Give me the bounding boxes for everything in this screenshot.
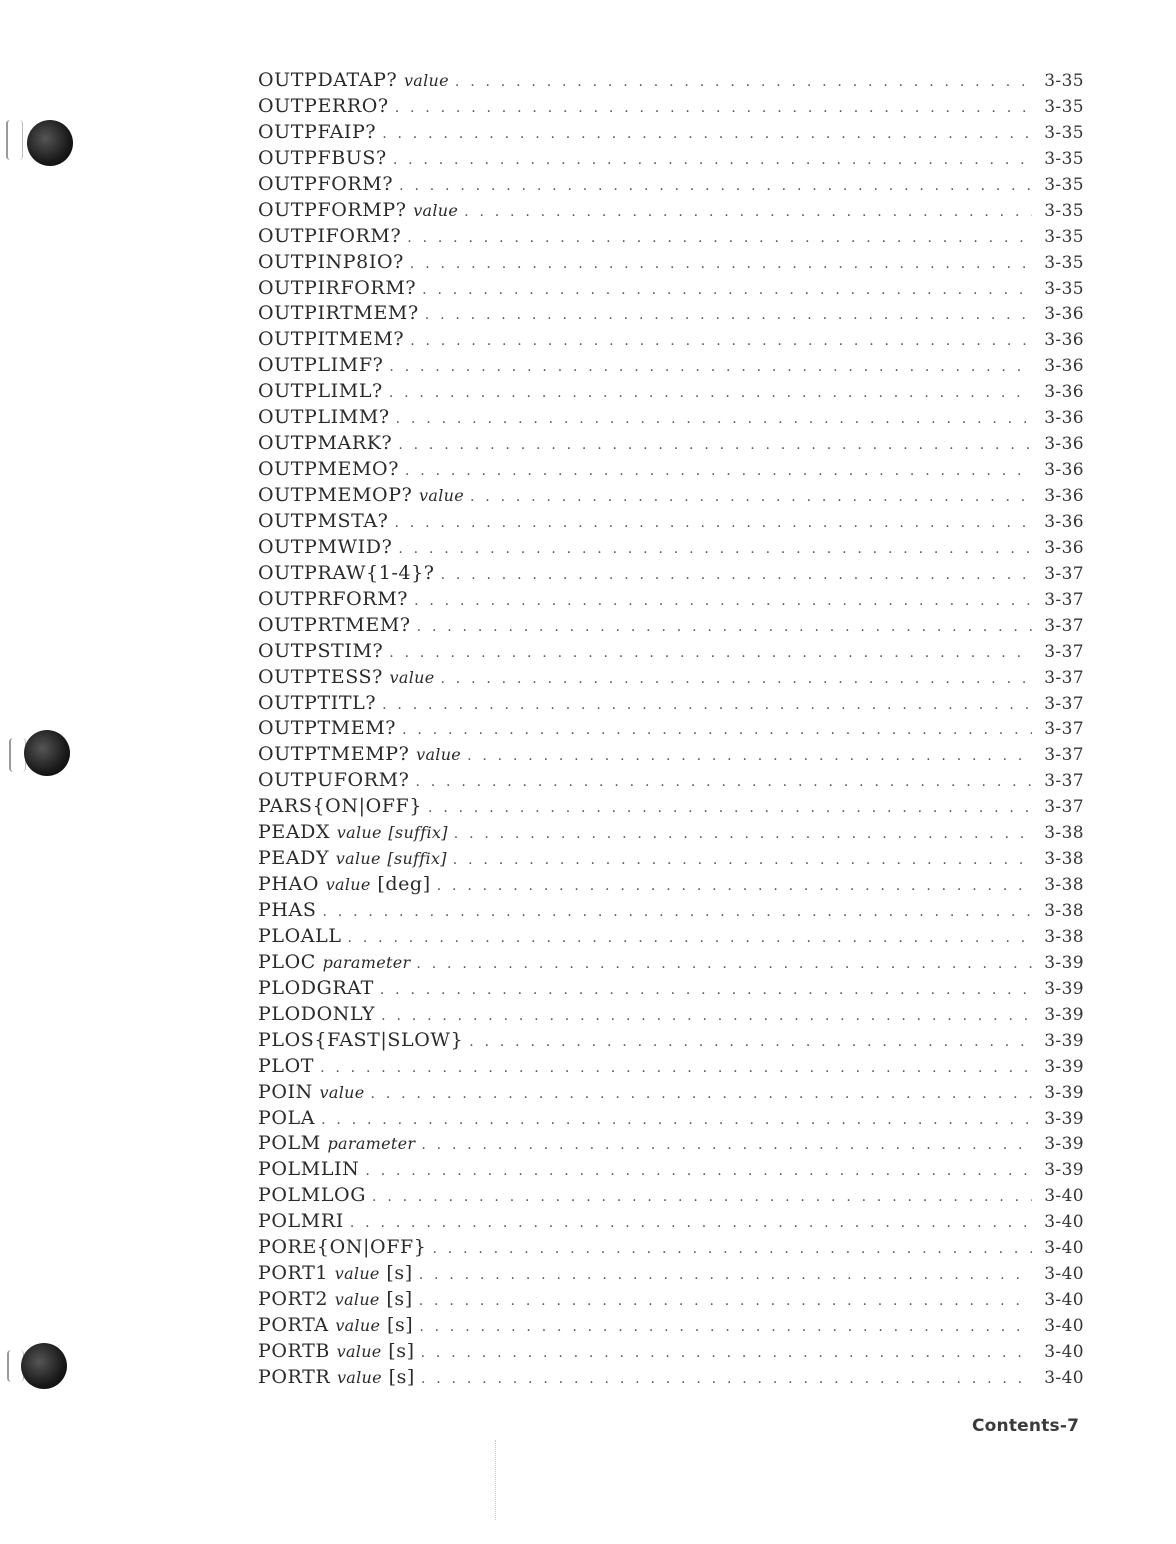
toc-entry	[258, 1261, 1084, 1287]
command-suffix: [suffix]	[387, 849, 447, 869]
command-keyword: OUTPRFORM?	[258, 587, 409, 610]
toc-entry	[258, 1002, 1084, 1028]
toc-entry	[258, 561, 1084, 587]
command-argument: value	[334, 1290, 380, 1310]
command-argument: value	[325, 875, 371, 895]
page-number: 3-39	[1044, 1160, 1084, 1181]
command-suffix: [deg]	[377, 873, 431, 896]
dot-leader	[350, 1211, 1032, 1237]
dot-leader	[396, 407, 1032, 433]
toc-entry	[258, 1131, 1084, 1157]
page-number: 3-35	[1044, 71, 1084, 91]
command-name	[258, 301, 425, 327]
command-argument: value	[335, 849, 381, 869]
command-argument: value	[416, 745, 462, 765]
command-keyword: OUTPUFORM?	[258, 769, 410, 792]
dot-leader	[432, 1237, 1032, 1263]
dot-leader	[417, 615, 1032, 641]
toc-entry	[258, 431, 1084, 457]
page-number: 3-35	[1044, 252, 1084, 273]
command-name	[258, 535, 398, 561]
toc-entry	[258, 924, 1084, 950]
dot-leader	[419, 1289, 1032, 1315]
command-keyword: OUTPLIMM?	[258, 406, 390, 429]
dot-leader	[454, 822, 1032, 848]
page-number: 3-39	[1044, 1108, 1084, 1129]
toc-entry	[258, 716, 1084, 742]
command-name	[258, 1106, 321, 1132]
page-number: 3-35	[1044, 148, 1084, 169]
command-name	[258, 483, 470, 509]
dot-leader	[389, 381, 1032, 407]
command-name	[258, 379, 389, 405]
dot-leader	[402, 718, 1032, 744]
dot-leader	[399, 174, 1032, 200]
command-argument: value	[419, 486, 464, 505]
page-number: 3-39	[1044, 1134, 1084, 1155]
command-keyword: PEADY	[258, 847, 330, 870]
command-name	[258, 1028, 469, 1054]
toc-entry	[258, 301, 1084, 327]
dot-leader	[348, 926, 1032, 952]
command-keyword: OUTPFAIP?	[258, 120, 377, 143]
command-name	[258, 224, 407, 250]
command-name	[258, 665, 440, 691]
command-keyword: OUTPTMEMP?	[258, 743, 410, 766]
command-argument: value	[389, 667, 435, 687]
command-name	[258, 613, 417, 639]
command-name	[258, 431, 398, 457]
dot-leader	[419, 1315, 1032, 1341]
toc-entry	[258, 742, 1084, 768]
command-name	[258, 250, 410, 276]
page-number: 3-40	[1044, 1290, 1084, 1311]
toc-entry	[258, 872, 1084, 898]
binder-hole	[27, 120, 73, 166]
command-argument: value	[413, 200, 459, 220]
command-name	[258, 820, 454, 846]
toc-entry	[258, 353, 1084, 379]
page-number: 3-38	[1044, 901, 1084, 921]
command-name	[258, 587, 414, 613]
command-name	[258, 846, 453, 872]
command-name	[258, 691, 382, 717]
page-number: 3-40	[1044, 1212, 1084, 1233]
toc-entry	[258, 846, 1084, 872]
command-keyword: POLMLOG	[258, 1184, 367, 1207]
command-suffix: [s]	[386, 1314, 414, 1336]
toc-entry	[258, 820, 1084, 846]
command-keyword: PLOALL	[258, 924, 342, 947]
dot-leader	[382, 693, 1032, 719]
command-argument: parameter	[327, 1134, 416, 1154]
dot-leader	[410, 329, 1032, 355]
command-argument: value	[335, 1316, 381, 1335]
page-number: 3-40	[1044, 1367, 1084, 1388]
command-keyword: OUTPFBUS?	[258, 146, 387, 169]
page-number: 3-39	[1044, 952, 1084, 973]
toc-entry	[258, 120, 1084, 146]
page-number: 3-36	[1044, 330, 1084, 351]
command-keyword: OUTPTITL?	[258, 691, 377, 714]
page-number: 3-36	[1044, 460, 1084, 481]
page-number: 3-38	[1044, 823, 1084, 844]
dot-leader	[382, 122, 1032, 148]
page-number: 3-36	[1044, 304, 1084, 325]
page-number: 3-36	[1044, 511, 1084, 532]
command-keyword: PEADX	[258, 821, 331, 844]
command-keyword: OUTPLIML?	[258, 380, 383, 403]
page-number: 3-37	[1044, 693, 1084, 714]
binder-hole	[24, 730, 70, 776]
command-keyword: PLOC	[258, 950, 316, 973]
command-suffix: [s]	[388, 1365, 415, 1388]
dot-leader	[320, 1056, 1032, 1082]
dot-leader	[419, 1263, 1032, 1289]
toc-entry	[258, 950, 1084, 976]
toc-entry	[258, 1028, 1084, 1054]
dot-leader	[422, 278, 1032, 304]
command-keyword: OUTPMEMOP?	[258, 484, 413, 506]
dot-leader	[372, 1185, 1032, 1211]
command-keyword: OUTPTMEM?	[258, 717, 397, 740]
dot-leader	[470, 485, 1032, 511]
page-number: 3-37	[1044, 797, 1084, 818]
command-name	[258, 1080, 371, 1106]
page-number: 3-35	[1044, 96, 1084, 117]
toc-entry	[258, 327, 1084, 353]
command-keyword: PHAO	[258, 873, 320, 896]
dot-leader	[415, 770, 1032, 796]
dot-leader	[437, 874, 1032, 900]
page-number: 3-40	[1044, 1186, 1084, 1207]
page-number: 3-38	[1044, 849, 1084, 870]
page-number: 3-39	[1044, 1004, 1084, 1025]
dot-leader	[441, 563, 1032, 589]
command-name	[258, 353, 389, 379]
toc-entry	[258, 665, 1084, 691]
command-keyword: POLMLIN	[258, 1158, 360, 1181]
dot-leader	[416, 952, 1032, 978]
command-keyword: OUTPIRTMEM?	[258, 302, 419, 325]
toc-entry	[258, 794, 1084, 820]
command-keyword: POLM	[258, 1132, 321, 1155]
dot-leader	[428, 796, 1032, 822]
dot-leader	[398, 537, 1032, 563]
command-name	[258, 1131, 421, 1157]
command-name	[258, 1235, 432, 1261]
dot-leader	[453, 848, 1032, 874]
toc-entry	[258, 276, 1084, 302]
toc-entry	[258, 898, 1084, 924]
command-name	[258, 561, 441, 587]
command-name	[258, 1287, 419, 1313]
toc-entry	[258, 1183, 1084, 1209]
toc-entry	[258, 94, 1084, 120]
command-keyword: PORT1	[258, 1262, 329, 1285]
command-keyword: PLODONLY	[258, 1002, 376, 1025]
dot-leader	[405, 459, 1032, 485]
command-name	[258, 1183, 372, 1209]
command-keyword: PORT2	[258, 1288, 329, 1311]
command-name	[258, 1209, 350, 1235]
command-keyword: OUTPMARK?	[258, 432, 393, 455]
page-number: 3-35	[1044, 122, 1084, 143]
binder-hole-shadow	[6, 120, 23, 160]
command-name	[258, 457, 405, 483]
command-keyword: OUTPINP8IO?	[258, 250, 404, 273]
page-number: 3-35	[1044, 278, 1084, 299]
page-number: 3-37	[1044, 667, 1084, 688]
command-keyword: PORTR	[258, 1365, 331, 1388]
toc-entry	[258, 172, 1084, 198]
toc-entry	[258, 1080, 1084, 1106]
toc-entry	[258, 250, 1084, 276]
toc-entry	[258, 68, 1084, 94]
dot-leader	[410, 252, 1032, 278]
page-footer: Contents-7	[972, 1416, 1080, 1436]
command-name	[258, 768, 415, 794]
toc-entry	[258, 146, 1084, 172]
page-number: 3-36	[1044, 537, 1084, 558]
command-keyword: OUTPIRFORM?	[258, 276, 417, 299]
toc-entry	[258, 613, 1084, 639]
toc-entry	[258, 1287, 1084, 1313]
dot-leader	[389, 355, 1032, 381]
command-name	[258, 794, 428, 820]
toc-entry	[258, 1157, 1084, 1183]
command-name	[258, 1261, 419, 1287]
command-name	[258, 1339, 421, 1365]
dot-leader	[464, 200, 1032, 226]
command-keyword: OUTPMWID?	[258, 535, 393, 558]
command-argument: parameter	[322, 952, 411, 972]
command-suffix: [s]	[388, 1339, 415, 1362]
dot-leader	[371, 1082, 1032, 1108]
command-name	[258, 1002, 381, 1028]
dot-leader	[381, 1004, 1032, 1030]
page-number: 3-35	[1044, 174, 1084, 195]
toc-entry	[258, 1313, 1084, 1339]
toc-entry	[258, 1209, 1084, 1235]
command-name	[258, 94, 395, 120]
dot-leader	[421, 1133, 1032, 1159]
page-number: 3-37	[1044, 771, 1084, 792]
dot-leader	[414, 589, 1032, 615]
command-name	[258, 924, 348, 950]
dot-leader	[407, 226, 1032, 252]
toc-entry	[258, 405, 1084, 431]
command-name	[258, 1054, 320, 1080]
command-name	[258, 327, 410, 353]
command-argument: value	[403, 71, 449, 90]
command-keyword: OUTPMSTA?	[258, 509, 389, 532]
command-name	[258, 872, 437, 898]
page-number: 3-36	[1044, 356, 1084, 377]
command-name	[258, 742, 467, 768]
command-name	[258, 68, 455, 94]
dot-leader	[394, 511, 1032, 537]
page-number: 3-40	[1044, 1264, 1084, 1285]
page-number: 3-39	[1044, 1082, 1084, 1103]
dot-leader	[440, 667, 1032, 693]
command-keyword: POLMRI	[258, 1210, 344, 1233]
command-keyword: OUTPRTMEM?	[258, 613, 411, 636]
command-name	[258, 1365, 421, 1391]
dot-leader	[380, 978, 1032, 1004]
toc-entry	[258, 457, 1084, 483]
command-keyword: OUTPDATAP?	[258, 69, 398, 91]
page-number: 3-35	[1044, 226, 1084, 247]
toc-entry	[258, 691, 1084, 717]
command-suffix: [s]	[386, 1262, 413, 1285]
page-number: 3-36	[1044, 382, 1084, 403]
toc-entry	[258, 976, 1084, 1002]
dot-leader	[421, 1341, 1032, 1367]
command-keyword: PARS{ON|OFF}	[258, 795, 423, 818]
command-name	[258, 976, 380, 1002]
command-name	[258, 509, 394, 535]
command-name	[258, 950, 416, 976]
dot-leader	[393, 148, 1032, 174]
toc-entry	[258, 1339, 1084, 1365]
page-number: 3-36	[1044, 486, 1084, 506]
command-name	[258, 1157, 365, 1183]
dot-leader	[455, 70, 1032, 96]
toc-entry	[258, 768, 1084, 794]
command-name	[258, 172, 399, 198]
command-keyword: PLODGRAT	[258, 976, 374, 999]
command-argument: value	[334, 1264, 380, 1284]
command-keyword: PHAS	[258, 899, 317, 921]
command-keyword: PORTA	[258, 1314, 329, 1336]
command-argument: value	[336, 1341, 382, 1361]
command-name	[258, 639, 389, 665]
command-keyword: OUTPLIMF?	[258, 354, 384, 377]
page-number: 3-39	[1044, 1056, 1084, 1077]
command-keyword: PLOS{FAST|SLOW}	[258, 1028, 464, 1051]
toc-entry	[258, 1235, 1084, 1261]
dot-leader	[421, 1367, 1032, 1393]
command-name	[258, 146, 393, 172]
command-name	[258, 405, 396, 431]
command-keyword: OUTPIFORM?	[258, 224, 402, 247]
dot-leader	[469, 1030, 1032, 1056]
command-argument: value	[319, 1082, 365, 1102]
page-number: 3-37	[1044, 563, 1084, 584]
toc-entry	[258, 1054, 1084, 1080]
command-name	[258, 120, 382, 146]
command-keyword: OUTPRAW{1-4}?	[258, 561, 435, 584]
page-number: 3-36	[1044, 408, 1084, 429]
dot-leader	[365, 1159, 1032, 1185]
command-keyword: POIN	[258, 1080, 313, 1103]
page-number: 3-39	[1044, 1030, 1084, 1051]
command-suffix: [s]	[386, 1288, 413, 1311]
toc-entry	[258, 509, 1084, 535]
dot-leader	[321, 1108, 1032, 1134]
command-name	[258, 198, 464, 224]
dot-leader	[323, 900, 1033, 926]
page-number: 3-35	[1044, 200, 1084, 221]
toc-entry	[258, 198, 1084, 224]
page-number: 3-39	[1044, 978, 1084, 999]
command-keyword: OUTPFORM?	[258, 172, 394, 195]
page-number: 3-40	[1044, 1316, 1084, 1336]
page-number: 3-38	[1044, 926, 1084, 947]
command-keyword: OUTPERRO?	[258, 94, 389, 117]
page-number: 3-38	[1044, 875, 1084, 896]
command-name	[258, 716, 402, 742]
page-number: 3-37	[1044, 589, 1084, 610]
page-number: 3-40	[1044, 1341, 1084, 1362]
dot-leader	[467, 744, 1032, 770]
command-name	[258, 276, 422, 302]
binder-hole	[21, 1343, 67, 1389]
command-keyword: PLOT	[258, 1054, 315, 1077]
dot-leader	[398, 433, 1032, 459]
command-name	[258, 1313, 419, 1339]
page-number: 3-40	[1044, 1238, 1084, 1259]
command-keyword: POLA	[258, 1106, 316, 1129]
command-argument: value	[336, 1367, 382, 1387]
command-suffix: [suffix]	[388, 823, 448, 843]
table-of-contents	[258, 68, 1084, 1391]
toc-entry	[258, 379, 1084, 405]
command-name	[258, 898, 323, 924]
paper-crease	[495, 1440, 498, 1520]
command-keyword: OUTPMEMO?	[258, 458, 399, 481]
toc-entry	[258, 224, 1084, 250]
toc-entry	[258, 639, 1084, 665]
dot-leader	[395, 96, 1032, 122]
command-keyword: PORTB	[258, 1339, 330, 1362]
command-keyword: OUTPITMEM?	[258, 328, 405, 351]
dot-leader	[425, 303, 1032, 329]
page-number: 3-37	[1044, 641, 1084, 662]
command-keyword: PORE{ON|OFF}	[258, 1236, 427, 1259]
page-number: 3-36	[1044, 434, 1084, 455]
page-number: 3-37	[1044, 719, 1084, 740]
command-keyword: OUTPSTIM?	[258, 639, 384, 662]
command-keyword: OUTPFORMP?	[258, 198, 407, 221]
toc-entry	[258, 1106, 1084, 1132]
toc-entry	[258, 1365, 1084, 1391]
toc-entry	[258, 535, 1084, 561]
page-number: 3-37	[1044, 745, 1084, 766]
command-argument: value	[336, 823, 382, 843]
toc-entry	[258, 587, 1084, 613]
command-keyword: OUTPTESS?	[258, 665, 383, 688]
toc-entry	[258, 483, 1084, 509]
dot-leader	[389, 641, 1032, 667]
page-number: 3-37	[1044, 615, 1084, 636]
